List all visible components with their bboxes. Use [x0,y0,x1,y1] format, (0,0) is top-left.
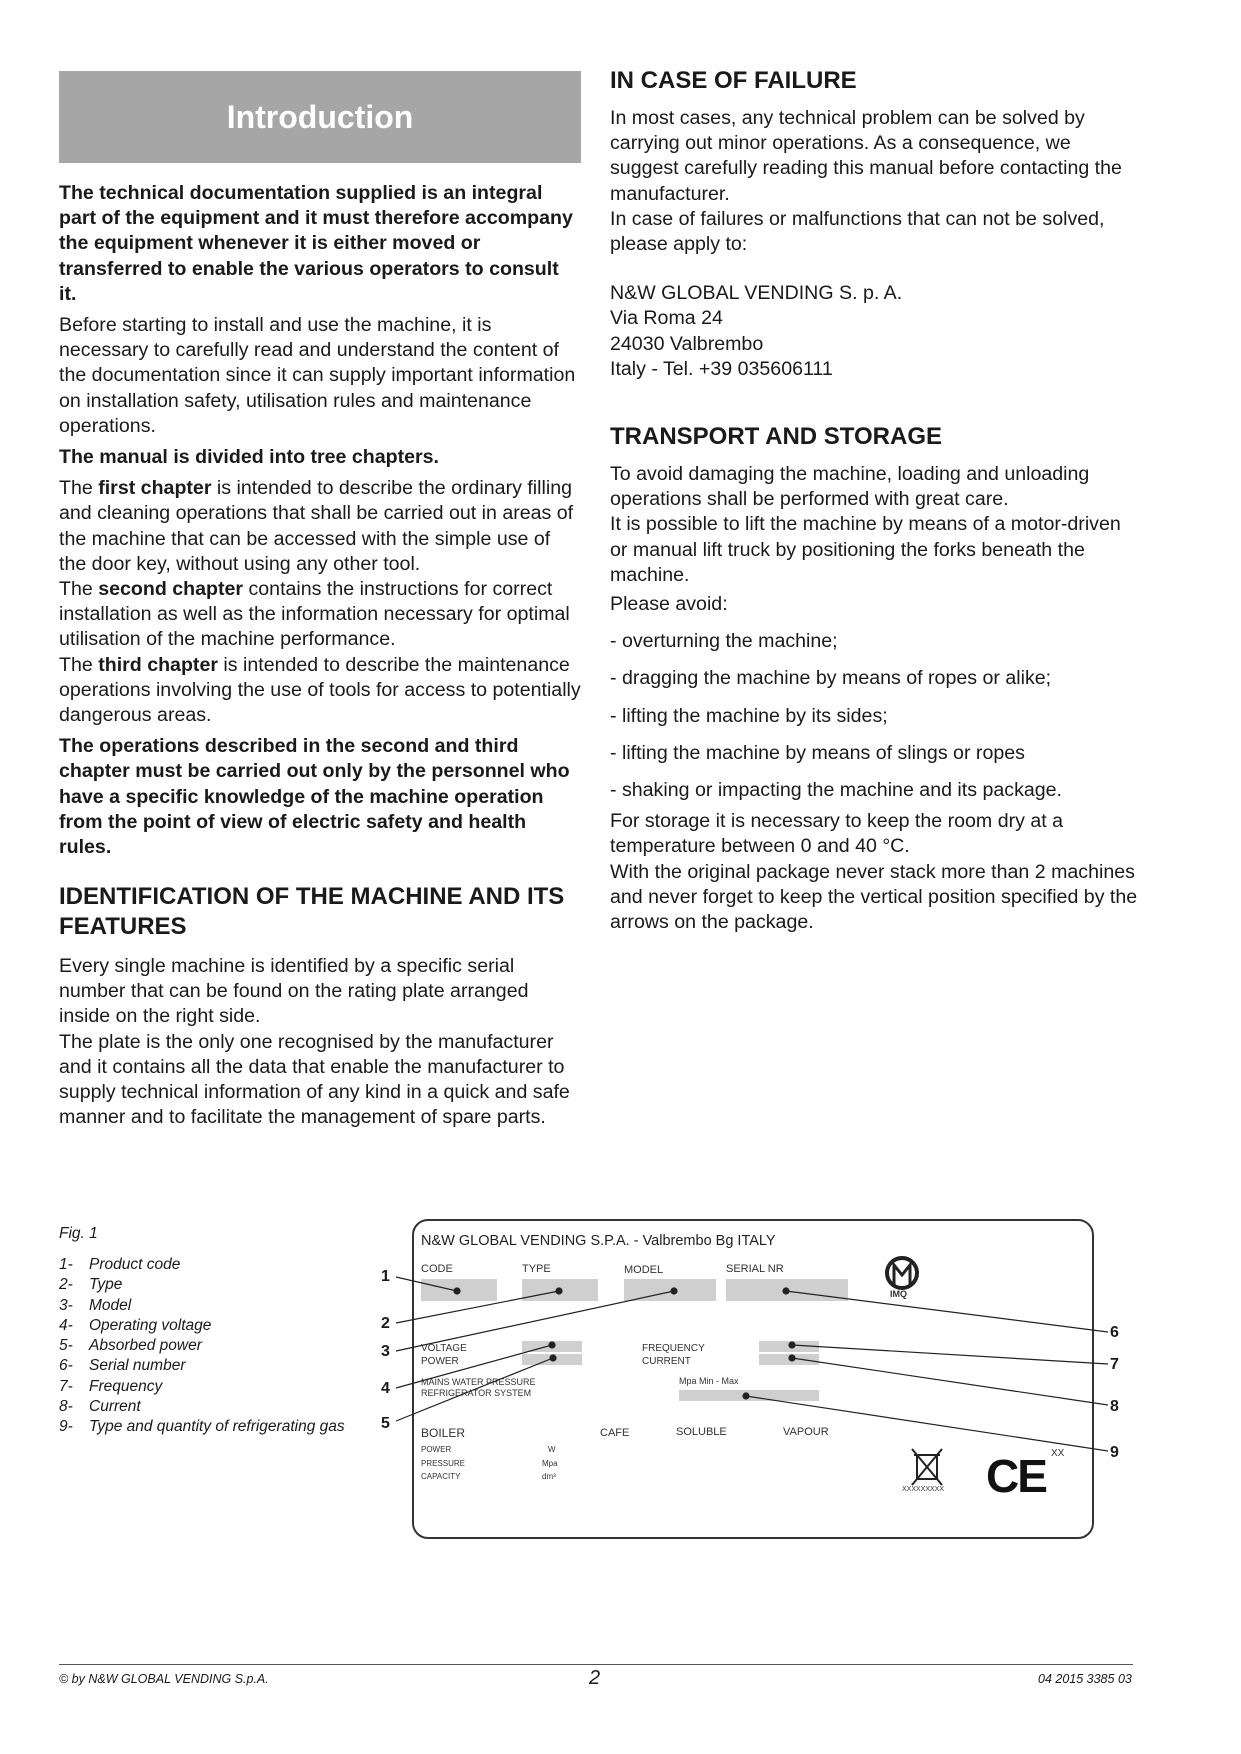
failure-paragraph-1: In most cases, any technical problem can be solved by carrying out minor operations. As a consequence, we suggest carefully reading this manual before contacting the manufacturer. [610,107,1122,205]
identification-heading: IDENTIFICATION OF THE MACHINE AND ITS FEATURES [59,883,565,940]
identification-paragraph-2: The plate is the only one recognised by the manufacturer and it contains all the data that enable the manufacturer to supply technical information of any kind in a quick and safe manner and to facilitate the management of spare parts. [59,1030,570,1129]
callout-4: 4 [381,1380,390,1397]
legend-item: 5- Absorbed power [59,1337,202,1355]
legend-item: 1- Product code [59,1256,181,1273]
plate-cafe-label: CAFE [600,1427,630,1439]
intro-paragraph-1: The technical documentation supplied is an integral part of the equipment and it must therefore accompany the equipment whenever it is either moved or transferred to enable the various operators to consult it. [59,182,573,305]
plate-model-label: MODEL [624,1264,664,1276]
plate-boiler-label: BOILER [421,1426,466,1440]
unit-mpa: Mpa [542,1459,558,1468]
identification-paragraph-1: Every single machine is identified by a specific serial number that can be found on the rating plate arranged inside on the right side. [59,955,529,1028]
plate-type-label: TYPE [522,1263,551,1275]
legend-item: 2- Type [59,1276,123,1294]
footer-doc-code: 04 2015 3385 03 [1038,1672,1132,1686]
unit-w: W [548,1445,556,1454]
list-item: - lifting the machine by its sides; [610,704,888,727]
figure-caption: Fig. 1 [59,1225,98,1242]
list-item: - dragging the machine by means of ropes or alike; [610,667,1052,690]
legend-item: 3- Model [59,1296,132,1314]
transport-paragraph-5: With the original package never stack more than 2 machines and never forget to keep the vertical position specified by the arrows on the package. [610,860,1138,934]
transport-paragraph-3: Please avoid: [610,593,728,616]
list-item: - shaking or impacting the machine and its package. [610,779,1062,802]
page-number: 2 [589,1667,601,1689]
address-city: 24030 Valbrembo [610,332,764,355]
plate-header: N&W GLOBAL VENDING S.P.A. - Valbrembo Bg ITALY [421,1233,776,1249]
transport-paragraph-4: For storage it is necessary to keep the room dry at a temperature between 0 and 40 °C. [610,810,1064,858]
legend-item: 4- Operating voltage [59,1316,212,1334]
transport-paragraph-2: It is possible to lift the machine by means of a motor-driven or manual lift truck by positioning the forks beneath the machine. [610,513,1121,586]
list-item: - lifting the machine by means of slings or ropes [610,741,1025,764]
plate-boiler-pressure-label: PRESSURE [421,1459,466,1468]
intro-title: Introduction [226,99,414,135]
callout-2: 2 [381,1315,390,1332]
failure-heading: IN CASE OF FAILURE [610,67,857,94]
callout-5: 5 [381,1415,390,1432]
footer-copyright: © by N&W GLOBAL VENDING S.p.A. [59,1672,269,1686]
legend-item: 9- Type and quantity of refrigerating gas [59,1418,345,1436]
ce-mark: CE [986,1450,1046,1502]
plate-frequency-label: FREQUENCY [642,1343,705,1354]
address-company: N&W GLOBAL VENDING S. p. A. [610,282,903,305]
intro-paragraph-5: The operations described in the second and third chapter must be carried out only by the personnel who have a specific knowledge of the machine operation from the point of view of electric safety and health rules. [59,735,570,859]
legend-item: 7- Frequency [59,1377,163,1395]
plate-power-label: POWER [421,1356,459,1367]
callout-8: 8 [1110,1398,1119,1415]
plate-boiler-capacity-label: CAPACITY [421,1472,461,1481]
plate-xx: XX [1051,1448,1065,1459]
address-phone: Italy - Tel. +39 035606111 [610,357,833,380]
callout-9: 9 [1110,1444,1119,1461]
plate-code-label: CODE [421,1263,453,1275]
callout-6: 6 [1110,1324,1119,1341]
imq-text: IMQ [890,1289,907,1299]
legend-item: 8- Current [59,1398,141,1416]
plate-soluble-label: SOLUBLE [676,1426,727,1438]
transport-heading: TRANSPORT AND STORAGE [610,423,943,450]
plate-vapour-label: VAPOUR [783,1426,829,1438]
transport-paragraph-1: To avoid damaging the machine, loading and unloading operations shall be performed with great care. [610,463,1090,511]
list-item: - overturning the machine; [610,630,838,653]
weee-text: XXXXXXXXX [902,1486,945,1493]
address-street: Via Roma 24 [610,307,723,330]
callout-3: 3 [381,1343,390,1360]
callout-7: 7 [1110,1356,1119,1373]
legend-item: 6- Serial number [59,1357,186,1375]
plate-boiler-power-label: POWER [421,1445,452,1454]
footer-divider [59,1664,1133,1665]
plate-voltage-label: VOLTAGE [421,1343,467,1354]
plate-mains-label: MAINS WATER PRESSURE [421,1377,536,1387]
intro-paragraph-3: The manual is divided into tree chapters. [59,446,439,469]
callout-1: 1 [381,1268,390,1285]
plate-serial-label: SERIAL NR [726,1263,784,1275]
failure-paragraph-2: In case of failures or malfunctions that can not be solved, please apply to: [610,207,1105,256]
plate-mpa-label: Mpa Min - Max [679,1376,739,1386]
intro-paragraph-4: The first chapter is intended to describe the ordinary filling and cleaning operations that shall be carried out in areas of the machine that can be accessed with the simple use of the door key, without using any other tool. The second chapter contains the instructions for correct installation as well as the information necessary for optimal utilisation of the machine performance. The third chapter is intended to describe the maintenance operations involving the use of tools for access to potentially dangerous areas. [59,477,581,727]
unit-dm3: dm³ [542,1472,556,1481]
intro-paragraph-2: Before starting to install and use the machine, it is necessary to carefully read and understand the content of the documentation since it can supply important information on installation safety, utilisation rules and maintenance operations. [59,314,576,437]
plate-current-label: CURRENT [642,1356,691,1367]
plate-refrigerator-label: REFRIGERATOR SYSTEM [421,1388,532,1398]
